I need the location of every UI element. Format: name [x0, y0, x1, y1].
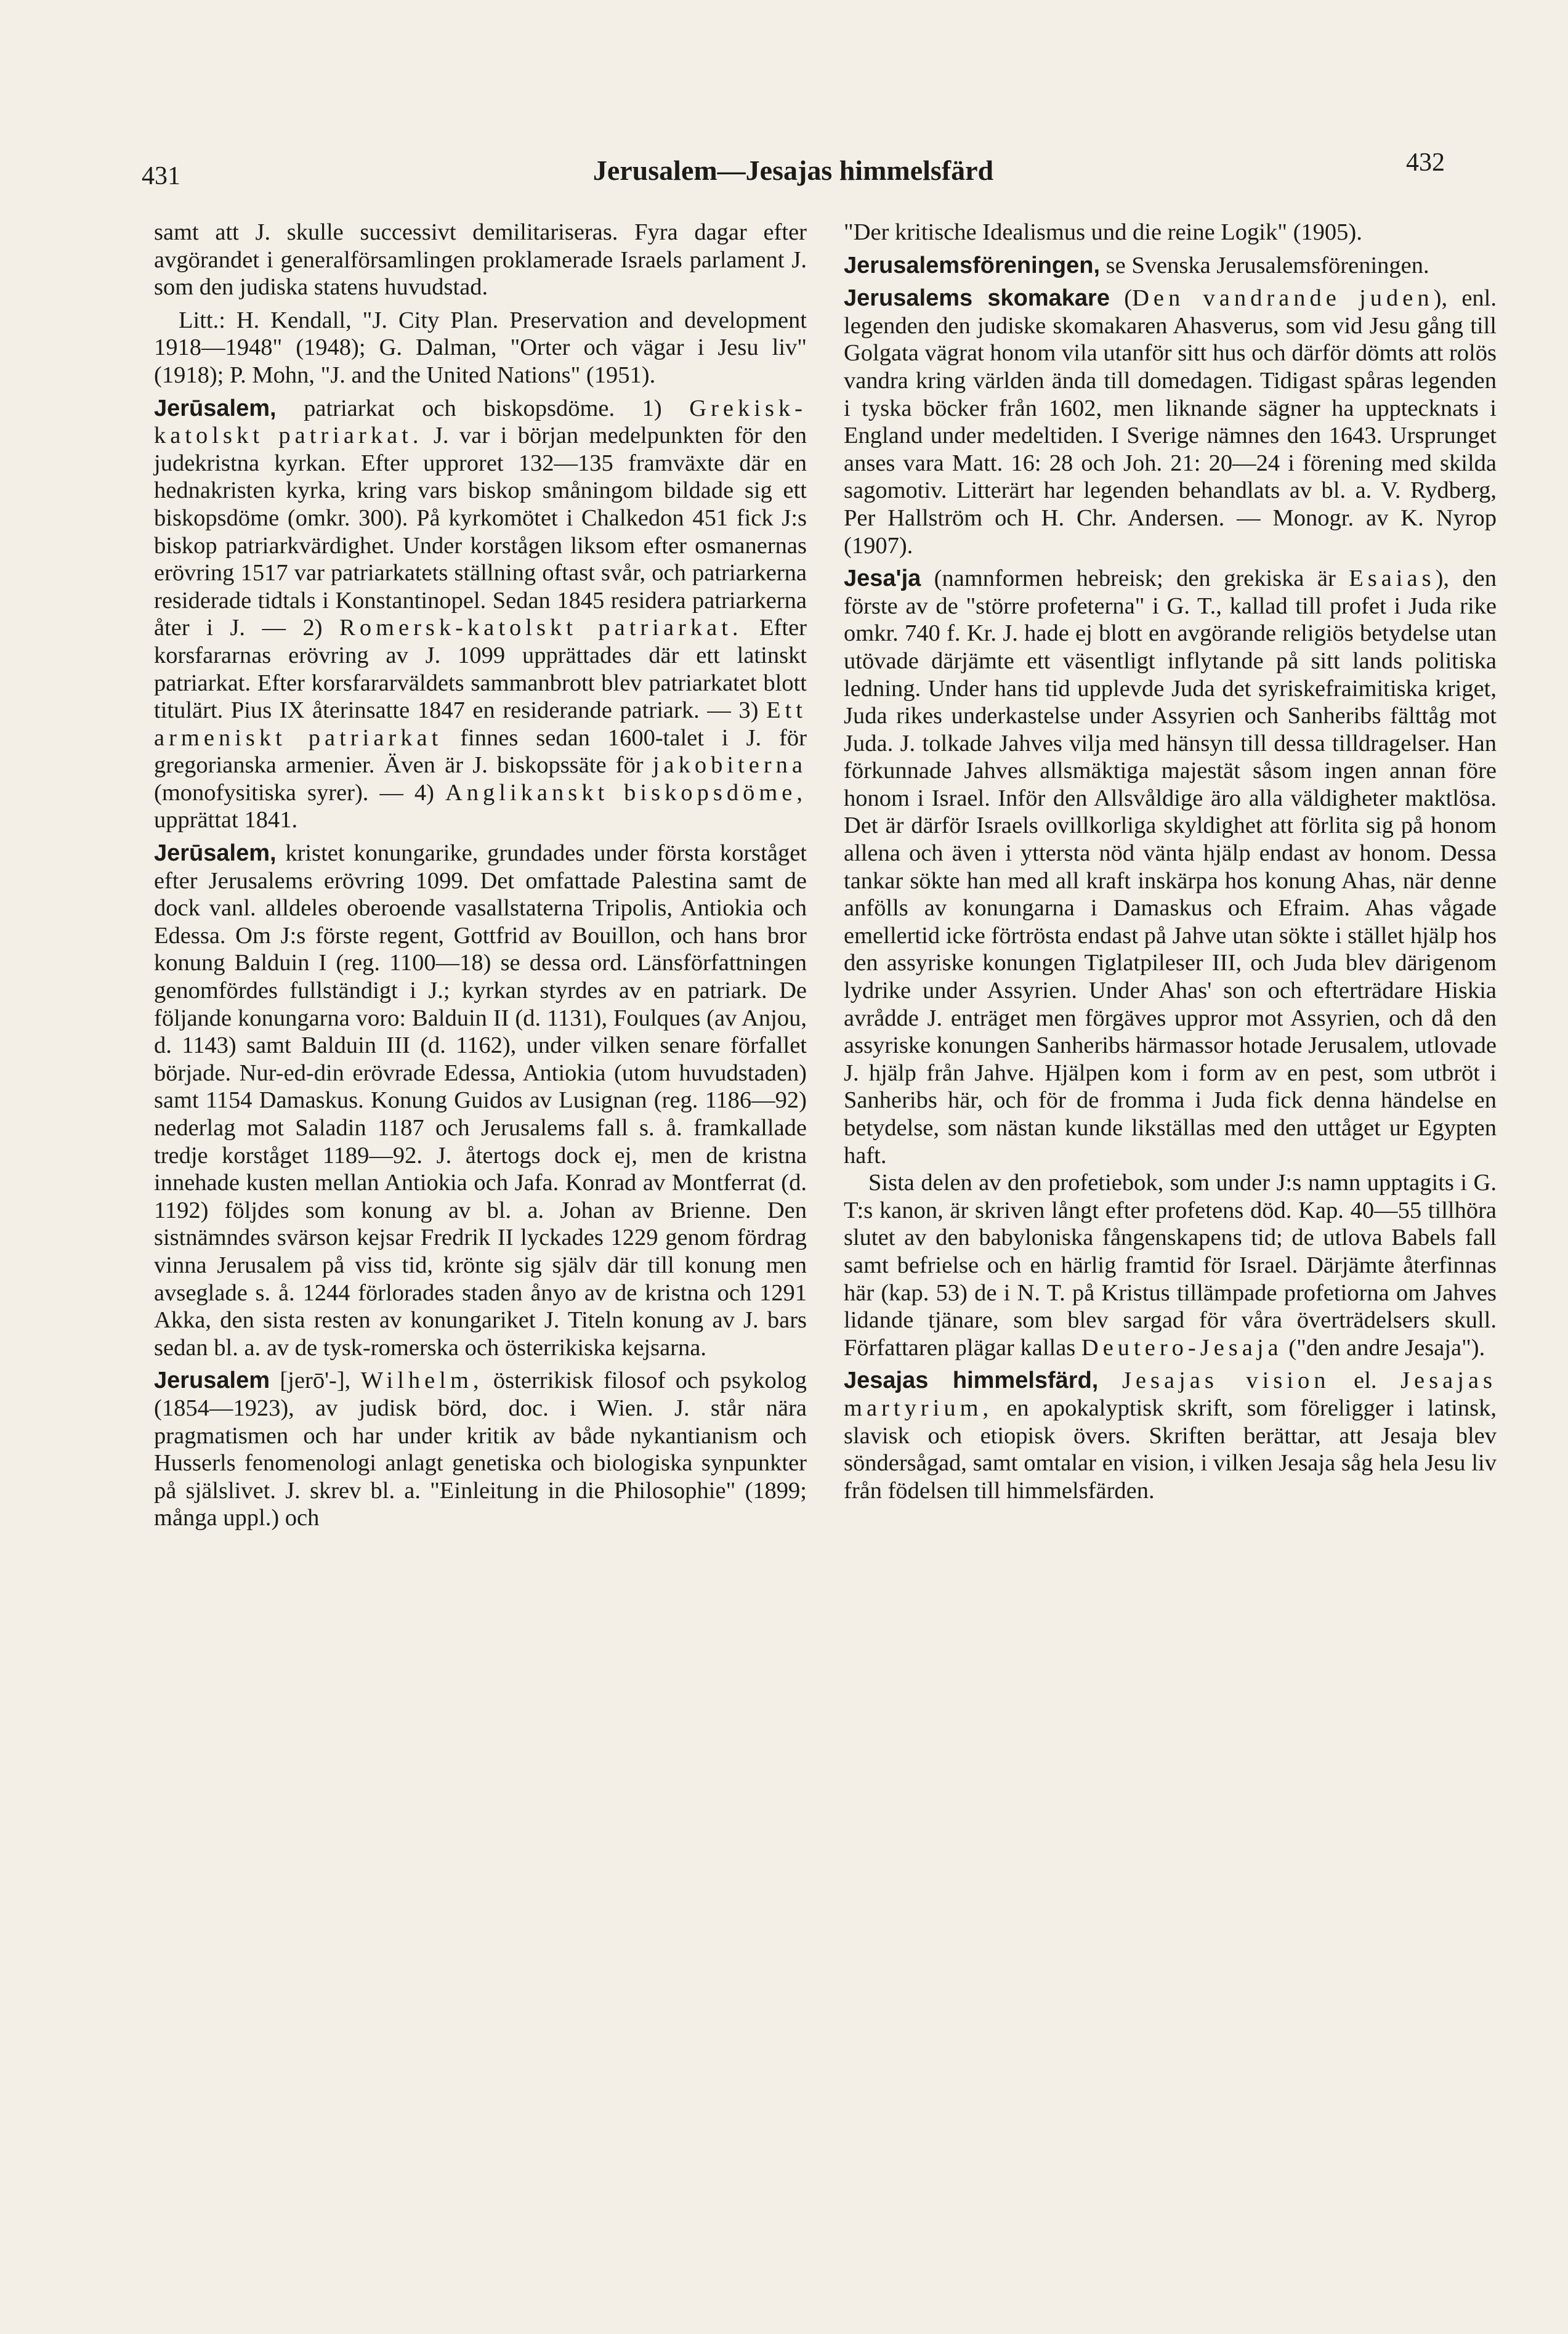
right-column	[844, 219, 1497, 1504]
page-number-left: 431	[142, 162, 180, 190]
running-header	[142, 148, 1445, 197]
entry-jerusalem-wilhelm: Jerusalem [jerō'-], Wilhelm, österrikisk filosof och psykolog (1854—1923), av judisk börd, doc. i Wien. J. står nära pragmatismen och har under kritik av både nykantianism och Husserls fenomenologi anlagt genetiska och biologiska synpunkter på själslivet. J. skrev bl. a. "Einleitung in die Philosophie" (1899; många uppl.) och	[154, 1368, 807, 1531]
entry-headword: Jerusalem	[154, 1368, 270, 1394]
literature-note: Litt.: H. Kendall, "J. City Plan. Preservation and development 1918—1948" (1948); G. Dalman, "Orter och vägar i Jesu liv" (1918); P. Mohn, "J. and the United Nations" (1951).	[154, 307, 807, 388]
entry-jesajas-himmelsfard: Jesajas himmelsfärd, Jesajas vision el. Jesajas martyrium, en apokalyptisk skrift, som föreligger i latinsk, slavisk och etiopisk övers. Skriften berättar, att Jesaja blev söndersågad, samt omtalar en vision, i vilken Jesaja såg hela Jesu liv från födelsen till himmelsfärden.	[844, 1368, 1497, 1504]
running-title: Jerusalem—Jesajas himmelsfärd	[592, 155, 994, 186]
entry-headword: Jesa'ja	[844, 565, 921, 592]
entry-jerusalems-skomakare: Jerusalems skomakare (Den vandrande juden), enl. legenden den judiske skomakaren Ahasverus, som vid Jesu gång till Golgata vägrat honom vila utanför sitt hus och därför dömts att rolös vandra kring världen ända till domedagen. Tidigast spåras legenden i tyska böcker från 1602, men liknande sägner ha upptecknats i England under medeltiden. I Sverige nämnes den 1643. Ursprunget anses vara Matt. 16: 28 och Joh. 21: 20—24 i förening med skilda sagomotiv. Litterärt har legenden behandlats av bl. a. V. Rydberg, Per Hallström och H. Chr. Andersen. — Monogr. av K. Nyrop (1907).	[844, 285, 1497, 559]
entry-jerusalem-konungarike: Jerūsalem, kristet konungarike, grundades under första korståget efter Jerusalems erövring 1099. Det omfattade Palestina samt de dock vanl. alldeles oberoende vasallstaterna Tripolis, Antiokia och Edessa. Om J:s förste regent, Gottfrid av Bouillon, och hans bror konung Balduin I (reg. 1100—18) se dessa ord. Länsförfattningen genomfördes fullständigt i J.; kyrkan styrdes av en patriark. De följande konungarna voro: Balduin II (d. 1131), Foulques (av Anjou, d. 1143) samt Balduin III (d. 1162), under vilken senare förfallet började. Nur-ed-din erövrade Edessa, Antiokia (utom huvudstaden) samt 1154 Damaskus. Konung Guidos av Lusignan (reg. 1186—92) nederlag mot Saladin 1187 och Jerusalems fall s. å. framkallade tredje korståget 1189—92. J. återtogs dock ej, men de kristna innehade kusten mellan Antiokia och Jafa. Konrad av Montferrat (d. 1192) följdes som konung av bl. a. Johan av Brienne. Den sistnämndes svärson kejsar Fredrik II lyckades 1229 genom fördrag vinna Jerusalem på viss tid, krönte sig själv där till konung men avseglade s. å. 1244 förlorades staden ånyo av de kristna och 1291 Akka, den sista resten av konungariket J. Titeln konung av J. bars sedan bl. a. av de tysk-romerska och österrikiska kejsarna.	[154, 840, 807, 1361]
paragraph-continuation: "Der kritische Idealismus und die reine Logik" (1905).	[844, 219, 1362, 245]
entry-jesaja-continued: Sista delen av den profetiebok, som under J:s namn upptagits i G. T:s kanon, är skriven långt efter profetens död. Kap. 40—55 tillhöra slutet av den babyloniska fångenskapens tid; de utlova Babels fall samt befrielse och en härlig framtid för Israel. Därjämte återfinnas här (kap. 53) de i N. T. på Kristus tillämpade profetiorna om Jahves lidande tjänare, som blev sargad för våra överträdelsers skull. Författaren plägar kallas Deutero-Jesaja ("den andre Jesaja").	[844, 1170, 1497, 1361]
entry-headword: Jerusalemsföreningen,	[844, 252, 1101, 278]
entry-headword: Jesajas himmelsfärd,	[844, 1368, 1099, 1394]
entry-jerusalemsforeningen: Jerusalemsföreningen, se Svenska Jerusalemsföreningen.	[844, 252, 1429, 278]
left-column	[154, 219, 807, 1532]
entry-headword: Jerusalems skomakare	[844, 285, 1110, 312]
entry-jesaja: Jesa'ja (namnformen hebreisk; den grekiska är Esaias), den förste av de "större profeterna" i G. T., kallad till profet i Juda rike omkr. 740 f. Kr. J. hade ej blott en avgörande religiös betydelse utan utövade därjämte ett väsentligt inflytande på sitt lands politiska ledning. Under hans tid upplevde Juda det syriskefraimitiska kriget, Juda rikes underkastelse under Assyrien och Sanheribs fälttåg mot Juda. J. tolkade Jahves vilja med hänsyn till dessa tilldragelser. Han förkunnade Jahves allsmäktiga majestät såsom ingen annan före honom i Israel. Inför den Allsvåldige äro alla väldigheter maktlösa. Det är därför Israels ovillkorliga skyldighet att förlita sig på honom allena och även i yttersta nöd vänta hjälp endast av honom. Dessa tankar sökte han med all kraft inskärpa hos konung Ahas, när denne anfölls av konungarna i Damaskus och Efraim. Ahas vågade emellertid icke förtrösta endast på Jahve utan sökte i stället hjälp hos den assyriske konungen Tiglatpileser III, och Juda blev därigenom lydrike under Assyrien. Under Ahas' son och efterträdare Hiskia avrådde J. enträget men förgäves uppror mot Assyrien, och då den assyriske konungen Sanheribs härmassor hotade Jerusalem, utlovade J. hjälp från Jahve. Hjälpen kom i form av en pest, som utbröt i Sanheribs här, och för de fromma i Juda fick denna händelse en betydelse, som nästan kunde likställas med den uttåget ur Egypten haft.	[844, 565, 1497, 1169]
entry-headword: Jerūsalem,	[154, 395, 277, 421]
entry-headword: Jerūsalem,	[154, 840, 277, 867]
page-number-right: 432	[1406, 148, 1445, 177]
entry-jerusalem-patriarkat: Jerūsalem, patriarkat och biskopsdöme. 1) Grekisk-katolskt patriarkat. J. var i början medelpunkten för den judekristna kyrkan. Efter upproret 132—135 framväxte där en hednakristen kyrka, kring vars biskop småningom bildade sig ett biskopsdöme (omkr. 300). På kyrkomötet i Chalkedon 451 fick J:s biskop patriarkvärdighet. Under korstågen liksom efter osmanernas erövring 1517 var patriarkatets ställning oftast svår, och patriarkerna residerade tidtals i Konstantinopel. Sedan 1845 residera patriarkerna åter i J. — 2) Romersk-katolskt patriarkat. Efter korsfararnas erövring av J. 1099 upprättades där ett latinskt patriarkat. Efter korsfararväldets sammanbrott blev patriarkatet blott titulärt. Pius IX återinsatte 1847 en residerande patriark. — 3) Ett armeniskt patriarkat finnes sedan 1600-talet i J. för gregorianska armenier. Även är J. biskopssäte för jakobiterna (monofysitiska syrer). — 4) Anglikanskt biskopsdöme, upprättat 1841.	[154, 395, 807, 833]
paragraph-continuation: samt att J. skulle successivt demilitariseras. Fyra dagar efter avgörandet i generalförsamlingen proklamerade Israels parlament J. som den judiska statens huvudstad.	[154, 219, 807, 301]
